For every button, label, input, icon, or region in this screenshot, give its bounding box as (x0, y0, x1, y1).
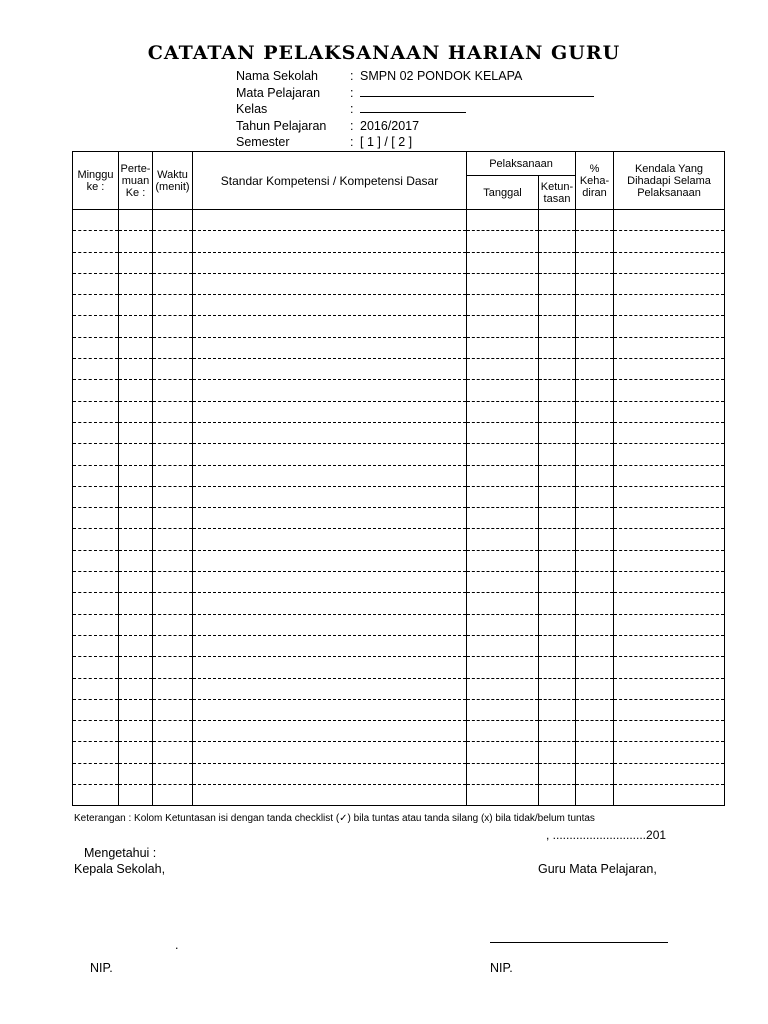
table-cell (467, 529, 539, 550)
table-cell (193, 550, 467, 571)
table-cell (614, 785, 725, 806)
info-row-year (236, 118, 594, 135)
table-cell (153, 422, 193, 443)
nip-left-label: NIP. (90, 961, 113, 975)
table-cell (614, 550, 725, 571)
table-cell (614, 763, 725, 784)
table-cell (467, 231, 539, 252)
table-cell (119, 742, 153, 763)
table-cell (153, 742, 193, 763)
table-cell (467, 422, 539, 443)
table-cell (576, 572, 614, 593)
table-cell (153, 295, 193, 316)
guru-label: Guru Mata Pelajaran, (538, 862, 657, 876)
table-cell (193, 486, 467, 507)
table-cell (576, 614, 614, 635)
table-cell (119, 678, 153, 699)
table-cell (119, 380, 153, 401)
table-cell (73, 316, 119, 337)
table-cell (73, 486, 119, 507)
table-cell (73, 210, 119, 231)
table-cell (467, 657, 539, 678)
table-row (73, 337, 725, 358)
table-cell (576, 337, 614, 358)
nip-right-label: NIP. (490, 961, 513, 975)
table-cell (576, 231, 614, 252)
table-cell (614, 572, 725, 593)
table-body (73, 210, 725, 806)
table-cell (153, 529, 193, 550)
table-cell (119, 785, 153, 806)
header-tanggal: Tanggal (467, 176, 539, 210)
table-cell (193, 316, 467, 337)
document-title: CATATAN PELAKSANAAN HARIAN GURU (147, 42, 621, 64)
table-cell (576, 401, 614, 422)
table-cell (193, 252, 467, 273)
table-row (73, 231, 725, 252)
info-row-semester (236, 134, 594, 151)
table-cell (73, 508, 119, 529)
table-cell (153, 721, 193, 742)
table-cell (119, 657, 153, 678)
table-cell (73, 529, 119, 550)
table-cell (153, 337, 193, 358)
table-cell (153, 444, 193, 465)
table-cell (153, 359, 193, 380)
table-row (73, 210, 725, 231)
mengetahui-label: Mengetahui : (84, 846, 157, 860)
table-cell (73, 337, 119, 358)
info-label: Nama Sekolah (236, 69, 318, 83)
table-cell (614, 678, 725, 699)
table-cell (467, 593, 539, 614)
table-cell (576, 359, 614, 380)
table-cell (467, 337, 539, 358)
table-cell (614, 465, 725, 486)
table-cell (153, 657, 193, 678)
table-cell (153, 210, 193, 231)
table-cell (193, 635, 467, 656)
table-cell (576, 635, 614, 656)
guru-signature-line (490, 942, 668, 943)
table-cell (119, 763, 153, 784)
table-cell (467, 401, 539, 422)
table-cell (614, 401, 725, 422)
table-cell (119, 316, 153, 337)
table-cell (576, 380, 614, 401)
table-cell (467, 486, 539, 507)
header-pelaksanaan: Pelaksanaan (467, 152, 576, 176)
table-row (73, 614, 725, 635)
table-cell (153, 699, 193, 720)
semester-value: [ 1 ] / [ 2 ] (360, 135, 413, 149)
table-cell (193, 699, 467, 720)
table-cell (576, 657, 614, 678)
table-cell (119, 422, 153, 443)
info-colon: : (350, 102, 354, 116)
table-cell (539, 699, 576, 720)
table-cell (73, 273, 119, 294)
table-cell (153, 763, 193, 784)
table-cell (119, 614, 153, 635)
table-row (73, 785, 725, 806)
table-cell (539, 614, 576, 635)
kepala-sekolah-label: Kepala Sekolah, (74, 862, 166, 876)
table-row (73, 635, 725, 656)
table-cell (576, 550, 614, 571)
table-cell (576, 210, 614, 231)
daily-log-table (72, 151, 725, 806)
table-cell (576, 742, 614, 763)
table-cell (119, 572, 153, 593)
table-cell (614, 721, 725, 742)
table-cell (119, 465, 153, 486)
table-cell (467, 785, 539, 806)
table-cell (539, 550, 576, 571)
table-cell (193, 231, 467, 252)
table-cell (539, 444, 576, 465)
table-cell (119, 401, 153, 422)
table-cell (539, 572, 576, 593)
header-ketuntasan: Ketun-tasan (539, 176, 576, 210)
table-cell (193, 401, 467, 422)
table-row (73, 572, 725, 593)
info-label: Tahun Pelajaran (236, 118, 327, 133)
table-cell (539, 465, 576, 486)
table-row (73, 763, 725, 784)
table-cell (73, 359, 119, 380)
table-cell (119, 486, 153, 507)
table-cell (73, 678, 119, 699)
table-cell (153, 785, 193, 806)
table-cell (467, 210, 539, 231)
table-cell (614, 529, 725, 550)
table-cell (193, 465, 467, 486)
table-cell (539, 785, 576, 806)
table-cell (193, 295, 467, 316)
table-cell (193, 657, 467, 678)
note-text: Keterangan : Kolom Ketuntasan isi dengan tanda checklist (✓) bila tuntas atau tanda silang (x) bila tidak/belum tuntas (74, 813, 595, 824)
table-cell (119, 359, 153, 380)
table-cell (467, 635, 539, 656)
table-row (73, 699, 725, 720)
school-name-value: SMPN 02 PONDOK KELAPA (360, 69, 523, 83)
table-row (73, 593, 725, 614)
table-cell (119, 231, 153, 252)
table-row (73, 380, 725, 401)
table-row (73, 273, 725, 294)
table-cell (153, 678, 193, 699)
table-cell (467, 295, 539, 316)
info-colon: : (350, 69, 354, 83)
table-cell (539, 678, 576, 699)
table-cell (193, 529, 467, 550)
table-cell (539, 210, 576, 231)
table-cell (73, 657, 119, 678)
subject-blank-line (360, 85, 594, 97)
table-cell (539, 422, 576, 443)
info-label: Mata Pelajaran (236, 85, 321, 100)
table-cell (193, 508, 467, 529)
table-cell (614, 273, 725, 294)
info-label: Kelas (236, 102, 268, 116)
info-colon: : (350, 135, 354, 149)
table-cell (119, 273, 153, 294)
table-cell (73, 465, 119, 486)
table-cell (467, 572, 539, 593)
table-cell (614, 657, 725, 678)
table-cell (614, 593, 725, 614)
table-cell (119, 721, 153, 742)
table-cell (73, 380, 119, 401)
table-cell (576, 295, 614, 316)
table-cell (467, 444, 539, 465)
table-cell (539, 763, 576, 784)
table-cell (539, 529, 576, 550)
table-cell (73, 572, 119, 593)
signature-dot: . (175, 938, 179, 952)
table-cell (614, 508, 725, 529)
table-cell (539, 316, 576, 337)
table-cell (539, 295, 576, 316)
table-cell (153, 572, 193, 593)
table-cell (193, 422, 467, 443)
table-cell (73, 785, 119, 806)
table-cell (153, 614, 193, 635)
table-cell (119, 508, 153, 529)
table-cell (153, 465, 193, 486)
table-cell (539, 273, 576, 294)
table-cell (153, 486, 193, 507)
year-value: 2016/2017 (360, 118, 420, 133)
info-colon: : (350, 85, 354, 100)
table-row (73, 742, 725, 763)
table-cell (467, 550, 539, 571)
table-cell (467, 678, 539, 699)
table-cell (119, 699, 153, 720)
table-cell (193, 337, 467, 358)
table-cell (193, 359, 467, 380)
table-cell (539, 635, 576, 656)
table-cell (193, 273, 467, 294)
table-row (73, 401, 725, 422)
table-cell (73, 614, 119, 635)
info-row-subject (236, 85, 594, 102)
table-cell (73, 721, 119, 742)
table-cell (467, 742, 539, 763)
table-cell (119, 337, 153, 358)
table-cell (614, 699, 725, 720)
table-cell (193, 763, 467, 784)
table-cell (153, 593, 193, 614)
table-cell (614, 444, 725, 465)
table-cell (576, 763, 614, 784)
table-cell (576, 593, 614, 614)
table-cell (576, 678, 614, 699)
table-cell (73, 295, 119, 316)
table-cell (467, 465, 539, 486)
header-kendala: Kendala Yang Dihadapi Selama Pelaksanaan (614, 152, 725, 210)
table-cell (539, 721, 576, 742)
table-cell (153, 273, 193, 294)
table-cell (153, 316, 193, 337)
table-cell (193, 614, 467, 635)
table-cell (73, 635, 119, 656)
table-cell (539, 742, 576, 763)
table-row (73, 359, 725, 380)
table-cell (119, 444, 153, 465)
table-cell (614, 210, 725, 231)
table-cell (539, 593, 576, 614)
table-cell (193, 785, 467, 806)
table-cell (576, 444, 614, 465)
table-cell (614, 486, 725, 507)
table-row (73, 444, 725, 465)
table-cell (539, 401, 576, 422)
table-cell (73, 742, 119, 763)
table-cell (614, 231, 725, 252)
info-row-school (236, 68, 594, 85)
table-cell (576, 486, 614, 507)
table-cell (467, 252, 539, 273)
date-line: , ............................201 (546, 828, 667, 842)
table-cell (467, 614, 539, 635)
header-waktu: Waktu (menit) (153, 152, 193, 210)
table-cell (467, 380, 539, 401)
table-cell (576, 273, 614, 294)
table-cell (539, 508, 576, 529)
table-cell (576, 252, 614, 273)
table-cell (193, 380, 467, 401)
table-cell (467, 763, 539, 784)
info-row-class (236, 101, 594, 118)
table-cell (467, 699, 539, 720)
table-cell (467, 721, 539, 742)
header-pertemuan: Perte-muan Ke : (119, 152, 153, 210)
table-cell (576, 721, 614, 742)
table-row (73, 316, 725, 337)
table-cell (467, 508, 539, 529)
table-row (73, 486, 725, 507)
table-cell (193, 444, 467, 465)
table-cell (539, 231, 576, 252)
table-cell (73, 401, 119, 422)
table-cell (73, 231, 119, 252)
table-cell (73, 444, 119, 465)
table-cell (539, 486, 576, 507)
table-cell (614, 316, 725, 337)
info-label: Semester (236, 135, 290, 149)
table-cell (119, 252, 153, 273)
table-cell (119, 529, 153, 550)
table-cell (153, 401, 193, 422)
table-cell (73, 699, 119, 720)
table-cell (193, 742, 467, 763)
table-cell (153, 231, 193, 252)
table-cell (193, 721, 467, 742)
school-info (236, 68, 594, 151)
table-cell (119, 550, 153, 571)
table-cell (193, 210, 467, 231)
table-cell (614, 337, 725, 358)
table-cell (614, 422, 725, 443)
table-cell (576, 422, 614, 443)
table-row (73, 550, 725, 571)
table-row (73, 657, 725, 678)
header-minggu: Minggu ke : (73, 152, 119, 210)
table-cell (539, 337, 576, 358)
table-cell (539, 359, 576, 380)
table-cell (119, 210, 153, 231)
table-cell (614, 742, 725, 763)
table-cell (576, 785, 614, 806)
table-cell (539, 252, 576, 273)
table-cell (614, 635, 725, 656)
table-cell (576, 529, 614, 550)
table-cell (153, 252, 193, 273)
table-cell (576, 508, 614, 529)
table-cell (73, 422, 119, 443)
table-cell (153, 380, 193, 401)
table-cell (614, 295, 725, 316)
table-cell (73, 593, 119, 614)
table-cell (539, 380, 576, 401)
table-row (73, 465, 725, 486)
table-cell (539, 657, 576, 678)
table-row (73, 529, 725, 550)
table-cell (153, 635, 193, 656)
table-cell (576, 699, 614, 720)
table-cell (73, 252, 119, 273)
table-cell (467, 316, 539, 337)
table-cell (153, 508, 193, 529)
table-cell (153, 550, 193, 571)
table-cell (119, 295, 153, 316)
table-cell (193, 572, 467, 593)
table-cell (614, 380, 725, 401)
table-cell (193, 678, 467, 699)
table-cell (614, 614, 725, 635)
table-cell (73, 763, 119, 784)
header-kehadiran: % Keha-diran (576, 152, 614, 210)
table-row (73, 678, 725, 699)
table-cell (576, 316, 614, 337)
table-cell (73, 550, 119, 571)
table-row (73, 721, 725, 742)
class-blank-line (360, 101, 466, 113)
table-cell (467, 359, 539, 380)
header-standar: Standar Kompetensi / Kompetensi Dasar (193, 152, 467, 210)
table-cell (576, 465, 614, 486)
table-cell (119, 593, 153, 614)
table-row (73, 508, 725, 529)
table-row (73, 295, 725, 316)
table-row (73, 422, 725, 443)
table-cell (193, 593, 467, 614)
info-colon: : (350, 118, 354, 133)
table-cell (119, 635, 153, 656)
table-cell (467, 273, 539, 294)
table-row (73, 252, 725, 273)
table-cell (614, 252, 725, 273)
table-cell (614, 359, 725, 380)
